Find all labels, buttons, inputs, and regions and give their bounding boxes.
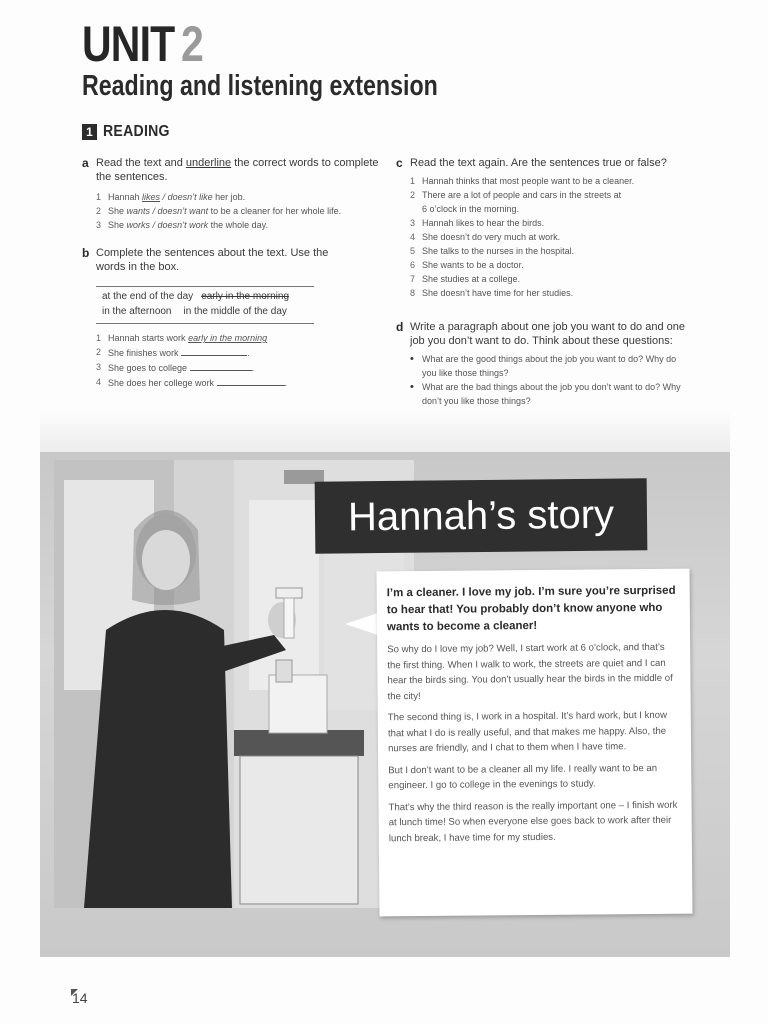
- task-d-bullets: [396, 352, 686, 408]
- item-number: 2: [410, 190, 416, 200]
- task-c-item: [396, 174, 686, 188]
- item-number: 1: [96, 192, 102, 202]
- item-text: Hannah starts work: [108, 333, 186, 343]
- item-number: 4: [96, 377, 102, 387]
- story-paragraph: But I don’t want to be a cleaner all my life. I really want to be an engineer. I go to college in the evenings to study.: [388, 762, 658, 792]
- task-d-bullet: • What are the bad things about the job you don’t want to do? Why don’t you like those things?: [396, 380, 686, 408]
- item-text-end: to be a cleaner for her whole life.: [208, 206, 342, 216]
- handwritten-answer: early in the morning: [188, 333, 268, 343]
- item-option-2: doesn’t want: [157, 206, 209, 216]
- story-card: [377, 569, 693, 917]
- story-paragraph: So why do I love my job? Well, I start work at 6 o’clock, and that’s the first thing. When I walk to work, the streets are quiet and I can hear the birds sing. You don’t usually hear the birds in the middle of the city!: [387, 641, 673, 702]
- unit-number: 2: [180, 16, 203, 72]
- task-d: [396, 320, 686, 408]
- task-d-letter: d: [396, 320, 404, 334]
- task-b-item: [82, 331, 362, 345]
- item-number: 5: [410, 246, 416, 256]
- item-option-1: likes: [142, 192, 161, 202]
- item-number: 8: [410, 288, 416, 298]
- task-a-instruction-underline: underline: [185, 157, 232, 169]
- item-number: 2: [96, 206, 102, 216]
- task-a-items: [82, 190, 382, 232]
- story-title: Hannah’s story: [315, 478, 648, 553]
- item-text: She talks to the nurses in the hospital.: [422, 246, 575, 256]
- item-text: Hannah thinks that most people want to be a cleaner.: [422, 176, 635, 186]
- task-c-item: [396, 272, 686, 286]
- task-c-item: [396, 216, 686, 230]
- task-c-item: [396, 244, 686, 258]
- word-box-phrase-struck: early in the morning: [201, 291, 290, 302]
- story-paragraph: The second thing is, I work in a hospital. It’s hard work, but I know that what I do is really useful, and that makes me happy. Also, the nurses are friendly, and I chat to them when I have time.: [387, 709, 668, 755]
- word-box-row-2: [102, 306, 287, 317]
- task-c-item: [396, 230, 686, 244]
- word-box-row-1: [102, 291, 289, 302]
- story-text: [387, 583, 679, 853]
- task-c-item-continued: [396, 202, 686, 216]
- item-text: Hannah likes to hear the birds.: [422, 218, 545, 228]
- item-text: She does her college work: [108, 378, 215, 388]
- word-box-phrase: in the afternoon: [102, 306, 172, 317]
- answer-blank[interactable]: [190, 360, 252, 371]
- item-text: 6 o’clock in the morning.: [422, 204, 520, 214]
- task-a: [82, 156, 382, 232]
- item-separator: /: [150, 220, 158, 230]
- task-d-bullet: • What are the good things about the job you want to do? Why do you like those things?: [396, 352, 686, 380]
- task-a-letter: a: [82, 156, 89, 170]
- item-text: She wants to be a doctor.: [422, 260, 524, 270]
- item-text-end: her job.: [212, 192, 246, 202]
- item-text: There are a lot of people and cars in the streets at: [422, 190, 622, 200]
- task-b-item: [82, 345, 362, 360]
- task-c-item: [396, 286, 686, 300]
- task-b-instruction: Complete the sentences about the text. Use the words in the box.: [96, 247, 329, 273]
- task-a-instruction-pre: Read the text and: [96, 157, 186, 169]
- item-option-1: wants: [126, 206, 151, 216]
- speech-bubble-pointer: [345, 612, 381, 636]
- item-text-end: .: [251, 363, 255, 373]
- item-number: 3: [96, 362, 102, 372]
- task-a-item: [82, 218, 382, 232]
- word-box: [96, 286, 314, 324]
- task-c-items: [396, 174, 686, 300]
- item-text: She doesn’t have time for her studies.: [422, 288, 574, 298]
- page-number: 14: [72, 990, 88, 1006]
- task-b: [82, 246, 352, 274]
- task-a-instruction: [96, 156, 382, 184]
- section-heading: [82, 123, 179, 141]
- item-text: She doesn’t do very much at work.: [422, 232, 561, 242]
- section-number-badge: 1: [82, 124, 97, 140]
- item-separator: /: [150, 206, 158, 216]
- task-b-item: [82, 375, 362, 390]
- task-d-instruction: Write a paragraph about one job you want to do and one job you don’t want to do. Think about these questions:: [410, 321, 685, 347]
- item-option-2: doesn’t like: [167, 192, 213, 202]
- item-number: 3: [96, 220, 102, 230]
- item-text: She finishes work: [108, 348, 179, 358]
- section-title: READING: [103, 123, 170, 140]
- item-text-end: .: [284, 378, 288, 388]
- word-box-phrase: at the end of the day: [102, 291, 194, 302]
- item-text: She: [108, 220, 127, 230]
- task-c-instruction: Read the text again. Are the sentences true or false?: [410, 157, 667, 169]
- task-a-instruction-post: the correct words to complete the sentences.: [96, 157, 379, 183]
- item-option-2: doesn’t work: [157, 220, 209, 230]
- page-subtitle: Reading and listening extension: [82, 70, 438, 102]
- item-text: She: [108, 206, 127, 216]
- item-number: 6: [410, 260, 416, 270]
- answer-blank[interactable]: [217, 375, 285, 386]
- task-a-item: [82, 204, 382, 218]
- item-text: She studies at a college.: [422, 274, 521, 284]
- task-a-item: [82, 190, 382, 204]
- item-text: She goes to college: [108, 363, 188, 373]
- unit-word: UNIT: [82, 16, 175, 72]
- answer-blank[interactable]: [181, 345, 247, 356]
- item-number: 2: [96, 347, 102, 357]
- item-text: Hannah: [108, 192, 143, 202]
- task-c-item: [396, 258, 686, 272]
- task-c-letter: c: [396, 156, 403, 170]
- item-number: 4: [410, 232, 416, 242]
- task-c-item: [396, 188, 686, 202]
- item-number: 3: [410, 218, 416, 228]
- story-paragraph: That’s why the third reason is the really important one – I finish work at lunch time! So when everyone else goes back to work after their lunch break, I have time for my studies.: [388, 799, 678, 844]
- item-number: 1: [410, 176, 416, 186]
- item-text-end: .: [247, 348, 250, 358]
- task-c: [396, 156, 686, 300]
- task-b-items: [82, 331, 362, 390]
- item-separator: /: [160, 192, 168, 202]
- task-b-letter: b: [82, 246, 90, 260]
- item-number: 7: [410, 274, 416, 284]
- story-intro: I’m a cleaner. I love my job. I’m sure you’re surprised to hear that! You probably don’t know anyone who wants to become a cleaner!: [386, 584, 676, 634]
- item-option-1: works: [126, 220, 151, 230]
- word-box-phrase: in the middle of the day: [183, 306, 287, 317]
- item-text-end: the whole day.: [208, 220, 268, 230]
- unit-heading: [82, 18, 203, 70]
- task-b-item: [82, 360, 362, 375]
- item-number: 1: [96, 333, 102, 343]
